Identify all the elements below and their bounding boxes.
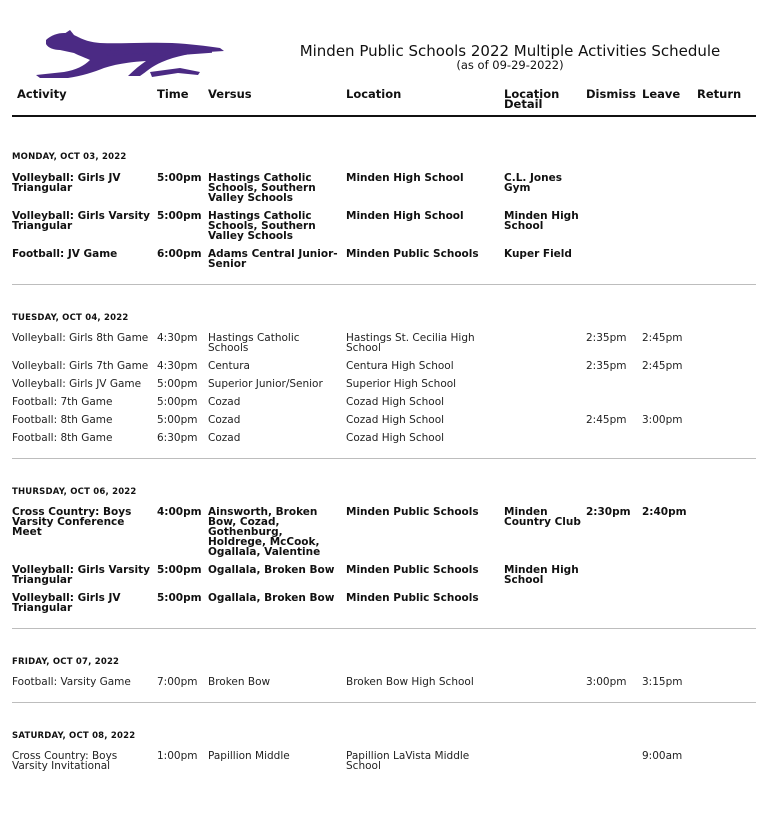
event-versus: Hastings Catholic Schools	[208, 332, 300, 354]
event-versus: Centura	[208, 360, 250, 372]
event-versus: Adams Central Junior-Senior	[208, 248, 338, 270]
event-activity: Football: 8th Game	[12, 414, 113, 426]
event-location: Minden Public Schools	[346, 564, 479, 576]
event-leave: 9:00am	[642, 750, 683, 762]
event-versus: Ainsworth, Broken Bow, Cozad, Gothenburg, Holdrege, McCook, Ogallala, Valentine	[208, 506, 321, 558]
header-rule	[12, 115, 756, 117]
event-time: 5:00pm	[157, 592, 202, 604]
event-time: 4:00pm	[157, 506, 202, 518]
event-location: Cozad High School	[346, 432, 445, 444]
event-activity: Volleyball: Girls JV Game	[12, 378, 142, 390]
event-activity: Volleyball: Girls Varsity Triangular	[12, 210, 151, 232]
column-header-leave: Leave	[642, 87, 681, 101]
event-location: Papillion LaVista Middle School	[346, 750, 470, 772]
event-time: 5:00pm	[157, 396, 198, 408]
day-heading: TUESDAY, OCT 04, 2022	[12, 313, 129, 323]
event-time: 5:00pm	[157, 564, 202, 576]
greyhound-logo-icon	[30, 28, 230, 84]
event-location: Broken Bow High School	[346, 676, 474, 688]
event-time: 4:30pm	[157, 332, 198, 344]
day-separator	[12, 458, 756, 459]
event-activity: Cross Country: Boys Varsity Conference Meet	[12, 506, 132, 538]
event-versus: Hastings Catholic Schools, Southern Valley Schools	[208, 172, 316, 204]
column-header-location: Location	[346, 87, 402, 101]
event-time: 7:00pm	[157, 676, 198, 688]
day-separator	[12, 702, 756, 703]
event-time: 5:00pm	[157, 378, 198, 390]
day-separator	[12, 284, 756, 285]
event-activity: Football: JV Game	[12, 248, 118, 260]
event-location: Hastings St. Cecilia High School	[346, 332, 475, 354]
day-separator	[12, 628, 756, 629]
event-time: 5:00pm	[157, 210, 202, 222]
column-header-activity: Activity	[17, 87, 67, 101]
column-header-dismiss: Dismiss	[586, 87, 636, 101]
event-dismiss: 2:30pm	[586, 506, 631, 518]
day-heading: THURSDAY, OCT 06, 2022	[12, 487, 137, 497]
event-versus: Papillion Middle	[208, 750, 290, 762]
event-versus: Ogallala, Broken Bow	[208, 564, 335, 576]
event-location-detail: Minden High School	[504, 564, 579, 586]
event-dismiss: 3:00pm	[586, 676, 627, 688]
event-time: 6:00pm	[157, 248, 202, 260]
event-versus: Hastings Catholic Schools, Southern Valley Schools	[208, 210, 316, 242]
event-location: Minden High School	[346, 210, 464, 222]
event-location: Superior High School	[346, 378, 457, 390]
event-location: Cozad High School	[346, 396, 445, 408]
event-activity: Volleyball: Girls JV Triangular	[12, 172, 121, 194]
event-versus: Cozad	[208, 396, 241, 408]
event-location: Minden Public Schools	[346, 248, 479, 260]
event-activity: Football: Varsity Game	[12, 676, 131, 688]
event-dismiss: 2:35pm	[586, 360, 627, 372]
document-title: Minden Public Schools 2022 Multiple Activities Schedule	[299, 42, 721, 60]
event-time: 5:00pm	[157, 172, 202, 184]
column-header-versus: Versus	[208, 87, 252, 101]
event-activity: Football: 8th Game	[12, 432, 113, 444]
event-location: Minden Public Schools	[346, 506, 479, 518]
event-time: 4:30pm	[157, 360, 198, 372]
event-time: 1:00pm	[157, 750, 198, 762]
event-location: Centura High School	[346, 360, 454, 372]
day-heading: FRIDAY, OCT 07, 2022	[12, 657, 120, 667]
event-activity: Volleyball: Girls 7th Game	[12, 360, 149, 372]
event-location-detail: Kuper Field	[504, 248, 572, 260]
day-heading: MONDAY, OCT 03, 2022	[12, 152, 127, 162]
event-location-detail: Minden High School	[504, 210, 579, 232]
event-time: 6:30pm	[157, 432, 198, 444]
event-leave: 3:15pm	[642, 676, 683, 688]
event-leave: 2:40pm	[642, 506, 687, 518]
event-versus: Superior Junior/Senior	[208, 378, 323, 390]
column-header-location-detail: Location Detail	[504, 87, 560, 111]
event-activity: Volleyball: Girls 8th Game	[12, 332, 149, 344]
event-versus: Broken Bow	[208, 676, 271, 688]
event-activity: Volleyball: Girls Varsity Triangular	[12, 564, 151, 586]
column-header-return: Return	[697, 87, 742, 101]
event-leave: 3:00pm	[642, 414, 683, 426]
event-dismiss: 2:35pm	[586, 332, 627, 344]
document-subtitle: (as of 09-29-2022)	[456, 58, 564, 72]
event-location: Cozad High School	[346, 414, 445, 426]
event-location: Minden Public Schools	[346, 592, 479, 604]
event-location-detail: Minden Country Club	[504, 506, 581, 528]
event-dismiss: 2:45pm	[586, 414, 627, 426]
event-location-detail: C.L. Jones Gym	[504, 172, 562, 194]
day-heading: SATURDAY, OCT 08, 2022	[12, 731, 136, 741]
event-location: Minden High School	[346, 172, 464, 184]
event-time: 5:00pm	[157, 414, 198, 426]
event-versus: Cozad	[208, 414, 241, 426]
event-versus: Cozad	[208, 432, 241, 444]
column-header-time: Time	[157, 87, 189, 101]
event-leave: 2:45pm	[642, 360, 683, 372]
event-activity: Cross Country: Boys Varsity Invitational	[12, 750, 118, 772]
event-leave: 2:45pm	[642, 332, 683, 344]
event-versus: Ogallala, Broken Bow	[208, 592, 335, 604]
event-activity: Volleyball: Girls JV Triangular	[12, 592, 121, 614]
event-activity: Football: 7th Game	[12, 396, 113, 408]
